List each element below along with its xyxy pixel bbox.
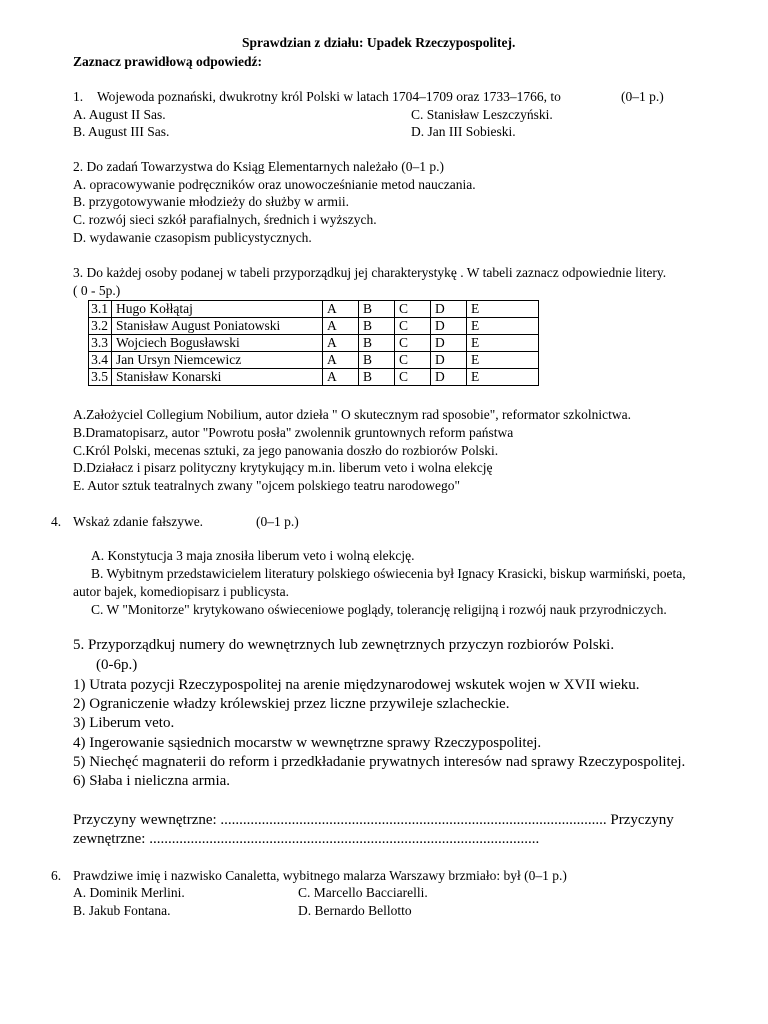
- q4-option-b-cont: autor bajek, komediopisarz i publicysta.: [73, 584, 289, 599]
- page-title: Sprawdzian z działu: Upadek Rzeczypospolitej.: [242, 35, 516, 50]
- row-number: 3.2: [89, 318, 112, 335]
- q5-item-5: 5) Niechęć magnaterii do reform i przedkładanie prywatnych interesów nad sprawy Rzeczypospolitej.: [73, 754, 686, 770]
- option-a-cell[interactable]: A: [323, 318, 359, 335]
- q4-option-b: B. Wybitnym przedstawicielem literatury polskiego oświecenia był Ignacy Krasicki, biskup warmiński, poeta,: [91, 566, 686, 581]
- q4-option-a: A. Konstytucja 3 maja znosiła liberum veto i wolną elekcję.: [91, 548, 415, 563]
- q3-points: ( 0 - 5p.): [73, 283, 121, 298]
- table-row: [89, 352, 539, 369]
- q6-option-d: D. Bernardo Bellotto: [298, 903, 412, 918]
- q1-option-d: D. Jan III Sobieski.: [411, 124, 516, 139]
- table-row: [89, 318, 539, 335]
- q1-option-c: C. Stanisław Leszczyński.: [411, 107, 553, 122]
- q3-text: 3. Do każdej osoby podanej w tabeli przyporządkuj jej charakterystykę . W tabeli zaznacz odpowiednie litery.: [73, 265, 667, 280]
- q3-description-d: D.Działacz i pisarz polityczny krytykujący m.in. liberum veto i wolna elekcję: [73, 460, 493, 475]
- q5-text: 5. Przyporządkuj numery do wewnętrznych lub zewnętrznych przyczyn rozbiorów Polski.: [73, 637, 615, 653]
- q2-option-b: B. przygotowywanie młodzieży do służby w armii.: [73, 194, 349, 209]
- option-b-cell[interactable]: B: [359, 335, 395, 352]
- option-b-cell[interactable]: B: [359, 352, 395, 369]
- row-number: 3.4: [89, 352, 112, 369]
- q1-option-b: B. August III Sas.: [73, 124, 170, 139]
- row-number: 3.1: [89, 301, 112, 318]
- q3-description-c: C.Król Polski, mecenas sztuki, za jego panowania doszło do rozbiorów Polski.: [73, 443, 499, 458]
- q1-option-a: A. August II Sas.: [73, 107, 166, 122]
- q1-text: Wojewoda poznański, dwukrotny król Polski w latach 1704–1709 oraz 1733–1766, to: [97, 89, 561, 104]
- q1-points: (0–1 p.): [621, 89, 664, 104]
- q6-text: Prawdziwe imię i nazwisko Canaletta, wybitnego malarza Warszawy brzmiało: był (0–1 p.): [73, 868, 567, 883]
- q3-description-b: B.Dramatopisarz, autor "Powrotu posła" zwolennik gruntownych reform państwa: [73, 425, 514, 440]
- q5-points: (0-6p.): [96, 657, 138, 673]
- instruction: Zaznacz prawidłową odpowiedź:: [73, 54, 262, 69]
- option-a-cell[interactable]: A: [323, 335, 359, 352]
- option-a-cell[interactable]: A: [323, 301, 359, 318]
- row-number: 3.3: [89, 335, 112, 352]
- q2-option-c: C. rozwój sieci szkół parafialnych, średnich i wyższych.: [73, 212, 377, 227]
- person-name: Wojciech Bogusławski: [112, 335, 323, 352]
- option-b-cell[interactable]: B: [359, 301, 395, 318]
- row-number: 3.5: [89, 369, 112, 386]
- option-e-cell[interactable]: E: [467, 301, 539, 318]
- table-row: [89, 335, 539, 352]
- q4-points: (0–1 p.): [256, 514, 299, 529]
- q6-option-c: C. Marcello Bacciarelli.: [298, 885, 428, 900]
- q5-internal-causes[interactable]: Przyczyny wewnętrzne: ....................................................................................................... Przyczyny: [73, 812, 674, 828]
- option-c-cell[interactable]: C: [395, 369, 431, 386]
- q5-item-6: 6) Słaba i nieliczna armia.: [73, 773, 231, 789]
- option-b-cell[interactable]: B: [359, 318, 395, 335]
- q1-number: 1.: [73, 89, 84, 104]
- q4-number: 4.: [51, 514, 62, 529]
- table-row: [89, 301, 539, 318]
- option-e-cell[interactable]: E: [467, 335, 539, 352]
- q2-option-a: A. opracowywanie podręczników oraz unowocześnianie metod nauczania.: [73, 177, 476, 192]
- q6-number: 6.: [51, 868, 62, 883]
- option-a-cell[interactable]: A: [323, 369, 359, 386]
- q3-description-a: A.Założyciel Collegium Nobilium, autor dzieła " O skutecznym rad sposobie", reformator szkolnictwa.: [73, 407, 631, 422]
- q3-table: [88, 300, 539, 386]
- q6-option-b: B. Jakub Fontana.: [73, 903, 171, 918]
- option-d-cell[interactable]: D: [431, 369, 467, 386]
- option-b-cell[interactable]: B: [359, 369, 395, 386]
- q5-external-causes[interactable]: zewnętrzne: ........................................................................................................: [73, 831, 540, 847]
- q2-option-d: D. wydawanie czasopism publicystycznych.: [73, 230, 312, 245]
- person-name: Stanisław August Poniatowski: [112, 318, 323, 335]
- option-c-cell[interactable]: C: [395, 318, 431, 335]
- q5-item-3: 3) Liberum veto.: [73, 715, 175, 731]
- q3-description-e: E. Autor sztuk teatralnych zwany "ojcem polskiego teatru narodowego": [73, 478, 461, 493]
- option-c-cell[interactable]: C: [395, 335, 431, 352]
- q5-item-4: 4) Ingerowanie sąsiednich mocarstw w wewnętrzne sprawy Rzeczypospolitej.: [73, 735, 542, 751]
- option-e-cell[interactable]: E: [467, 352, 539, 369]
- option-a-cell[interactable]: A: [323, 352, 359, 369]
- option-c-cell[interactable]: C: [395, 301, 431, 318]
- q4-option-c: C. W "Monitorze" krytykowano oświeceniowe poglądy, tolerancję religijną i rozwój nauk przyrodniczych.: [91, 602, 667, 617]
- option-e-cell[interactable]: E: [467, 318, 539, 335]
- option-d-cell[interactable]: D: [431, 352, 467, 369]
- q4-text: Wskaż zdanie fałszywe.: [73, 514, 204, 529]
- person-name: Stanisław Konarski: [112, 369, 323, 386]
- q2-text: 2. Do zadań Towarzystwa do Ksiąg Elementarnych należało (0–1 p.): [73, 159, 445, 174]
- option-c-cell[interactable]: C: [395, 352, 431, 369]
- person-name: Jan Ursyn Niemcewicz: [112, 352, 323, 369]
- q5-item-1: 1) Utrata pozycji Rzeczypospolitej na arenie międzynarodowej wskutek wojen w XVII wieku.: [73, 677, 640, 693]
- option-d-cell[interactable]: D: [431, 301, 467, 318]
- option-e-cell[interactable]: E: [467, 369, 539, 386]
- person-name: Hugo Kołłątaj: [112, 301, 323, 318]
- q5-item-2: 2) Ograniczenie władzy królewskiej przez liczne przywileje szlacheckie.: [73, 696, 510, 712]
- option-d-cell[interactable]: D: [431, 335, 467, 352]
- table-row: [89, 369, 539, 386]
- q6-option-a: A. Dominik Merlini.: [73, 885, 185, 900]
- option-d-cell[interactable]: D: [431, 318, 467, 335]
